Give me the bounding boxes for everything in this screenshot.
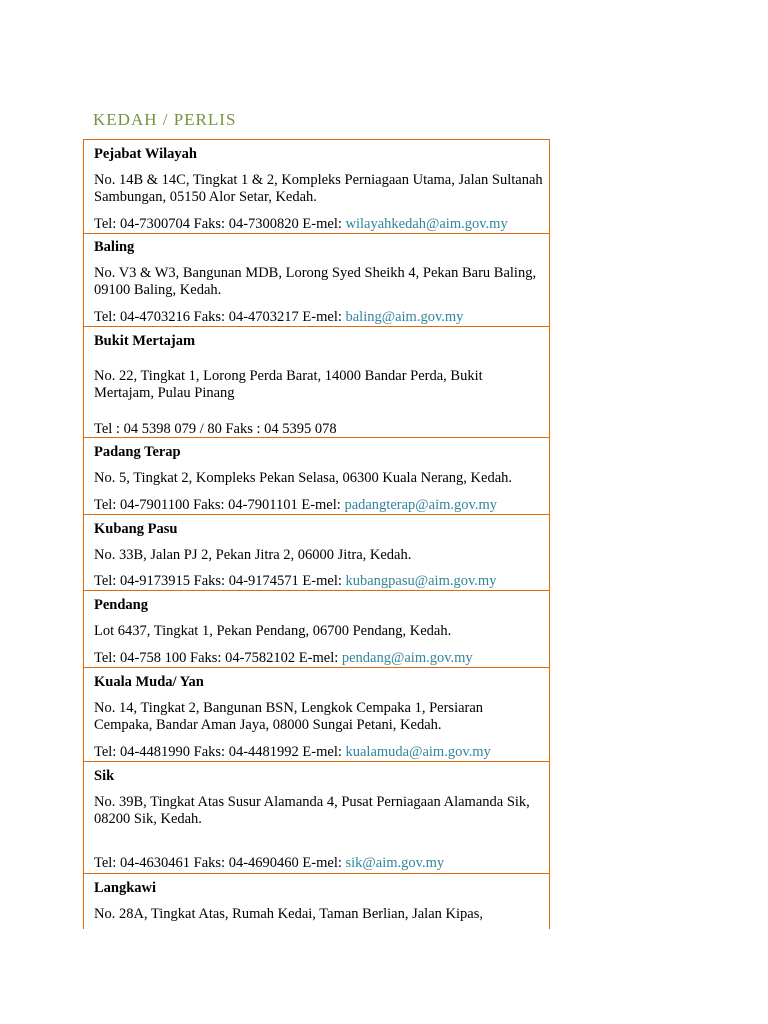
office-name: Padang Terap — [94, 444, 181, 460]
office-contact: Tel: 04-7300704 Faks: 04-7300820 E-mel: wilayahkedah@aim.gov.my — [94, 216, 508, 232]
office-address: No. 5, Tingkat 2, Kompleks Pekan Selasa, 06300 Kuala Nerang, Kedah. — [94, 470, 513, 486]
office-name: Kubang Pasu — [94, 521, 178, 537]
office-name: Kuala Muda/ Yan — [94, 674, 204, 690]
email-link[interactable]: sik@aim.gov.my — [345, 855, 445, 871]
office-address: No. 28A, Tingkat Atas, Rumah Kedai, Taman Berlian, Jalan Kipas, — [94, 906, 483, 922]
office-name: Pejabat Wilayah — [94, 146, 197, 162]
office-address: No. V3 & W3, Bangunan MDB, Lorong Syed Sheikh 4, Pekan Baru Baling, 09100 Baling, Kedah. — [94, 265, 537, 298]
office-contact: Tel: 04-4630461 Faks: 04-4690460 E-mel: sik@aim.gov.my — [94, 855, 445, 871]
office-address: No. 14B & 14C, Tingkat 1 & 2, Kompleks Perniagaan Utama, Jalan Sultanah Sambungan, 05150 Alor Setar, Kedah. — [94, 172, 543, 205]
office-baling — [84, 234, 549, 327]
office-name: Baling — [94, 239, 135, 255]
office-pendang — [84, 591, 549, 668]
office-contact: Tel: 04-7901100 Faks: 04-7901101 E-mel: padangterap@aim.gov.my — [94, 497, 497, 513]
office-address: No. 22, Tingkat 1, Lorong Perda Barat, 14000 Bandar Perda, Bukit Mertajam, Pulau Pinang — [94, 368, 483, 401]
email-link[interactable]: kualamuda@aim.gov.my — [345, 744, 491, 760]
section-heading: KEDAH / PERLIS — [93, 110, 237, 129]
office-sik — [84, 762, 549, 874]
office-padang-terap — [84, 438, 549, 515]
office-contact: Tel: 04-758 100 Faks: 04-7582102 E-mel: pendang@aim.gov.my — [94, 650, 473, 666]
office-contact: Tel : 04 5398 079 / 80 Faks : 04 5395 078 — [94, 421, 337, 437]
office-address: No. 33B, Jalan PJ 2, Pekan Jitra 2, 06000 Jitra, Kedah. — [94, 547, 412, 563]
office-name: Pendang — [94, 597, 148, 613]
office-table — [83, 139, 550, 929]
email-link[interactable]: wilayahkedah@aim.gov.my — [345, 216, 508, 232]
office-langkawi — [84, 874, 549, 929]
email-link[interactable]: kubangpasu@aim.gov.my — [345, 573, 497, 589]
office-name: Langkawi — [94, 880, 157, 896]
email-link[interactable]: baling@aim.gov.my — [345, 309, 464, 325]
office-address: Lot 6437, Tingkat 1, Pekan Pendang, 06700 Pendang, Kedah. — [94, 623, 452, 639]
office-bukit-mertajam — [84, 327, 549, 438]
office-kubang-pasu — [84, 515, 549, 591]
office-contact: Tel: 04-4481990 Faks: 04-4481992 E-mel: kualamuda@aim.gov.my — [94, 744, 491, 760]
office-kuala-muda-yan — [84, 668, 549, 762]
office-pejabat-wilayah — [84, 140, 549, 234]
office-address: No. 14, Tingkat 2, Bangunan BSN, Lengkok Cempaka 1, Persiaran Cempaka, Bandar Aman Jaya, 08000 Sungai Petani, Kedah. — [94, 700, 484, 733]
email-link[interactable]: pendang@aim.gov.my — [341, 650, 473, 666]
office-contact: Tel: 04-9173915 Faks: 04-9174571 E-mel: kubangpasu@aim.gov.my — [94, 573, 497, 589]
office-name: Bukit Mertajam — [94, 333, 196, 349]
office-contact: Tel: 04-4703216 Faks: 04-4703217 E-mel: baling@aim.gov.my — [94, 309, 464, 325]
email-link[interactable]: padangterap@aim.gov.my — [344, 497, 497, 513]
office-name: Sik — [94, 768, 115, 784]
office-address: No. 39B, Tingkat Atas Susur Alamanda 4, Pusat Perniagaan Alamanda Sik, 08200 Sik, Kedah. — [94, 794, 530, 827]
